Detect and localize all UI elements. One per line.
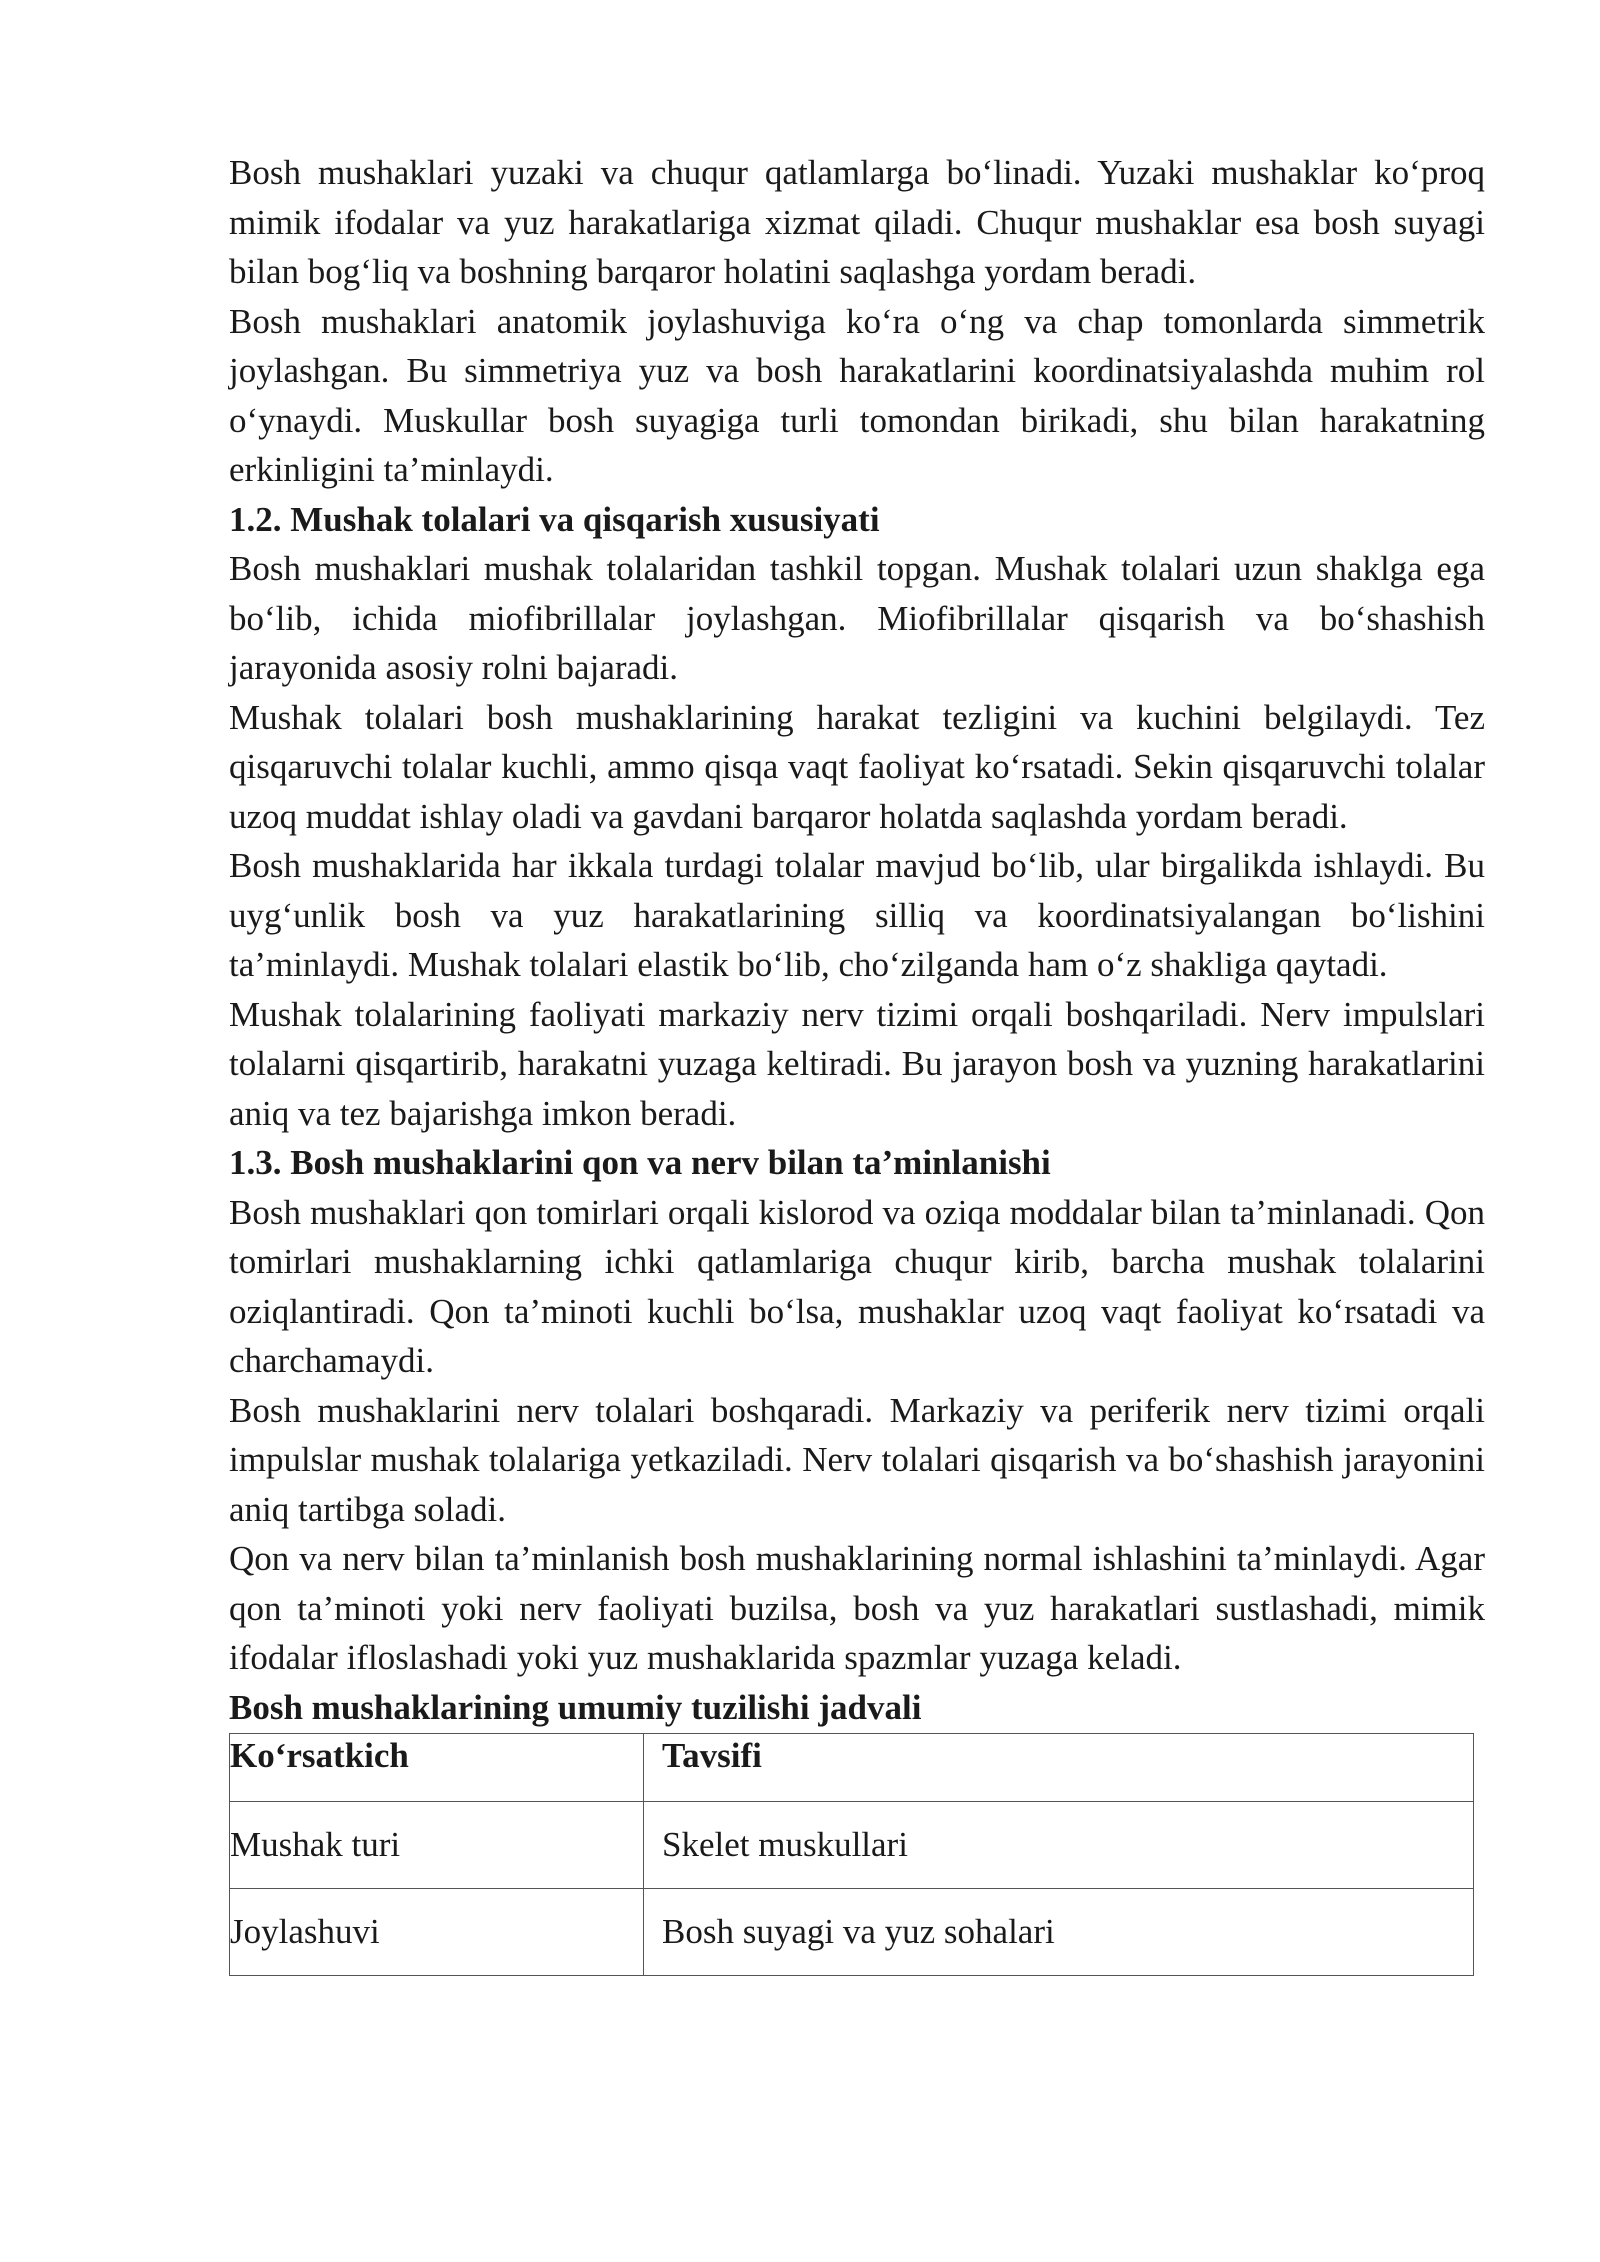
table-cell: Skelet muskullari — [644, 1802, 1474, 1889]
paragraph: Bosh mushaklari qon tomirlari orqali kislorod va oziqa moddalar bilan ta’minlanadi. Qon tomirlari mushaklarning ichki qatlamlariga chuqur kirib, barcha mushak tolalarini oziqlantiradi. Qon ta’minoti kuchli bo‘lsa, mushaklar uzoq vaqt faoliyat ko‘rsatadi va charchamaydi. — [229, 1192, 1485, 1380]
paragraph: Qon va nerv bilan ta’minlanish bosh mushaklarining normal ishlashini ta’minlaydi. Agar qon ta’minoti yoki nerv faoliyati buzilsa, bosh va yuz harakatlari sustlashadi, mimik ifodalar ifloslashadi yoki yuz mushaklarida spazmlar yuzaga keladi. — [229, 1539, 1485, 1677]
table-row — [230, 1802, 1474, 1889]
table-cell: Joylashuvi — [230, 1889, 644, 1976]
paragraph: Bosh mushaklarini nerv tolalari boshqaradi. Markaziy va periferik nerv tizimi orqali impulslar mushak tolalariga yetkaziladi. Nerv tolalari qisqarish va bo‘shashish jarayonini aniq tartibga soladi. — [229, 1390, 1485, 1529]
paragraph: Mushak tolalarining faoliyati markaziy nerv tizimi orqali boshqariladi. Nerv impulslari tolalarni qisqartirib, harakatni yuzaga keltiradi. Bu jarayon bosh va yuzning harakatlarini aniq va tez bajarishga imkon beradi. — [229, 994, 1485, 1133]
structure-table — [229, 1733, 1474, 1976]
paragraph: Bosh mushaklari mushak tolalaridan tashkil topgan. Mushak tolalari uzun shaklga ega bo‘lib, ichida miofibrillalar joylashgan. Miofibrillalar qisqarish va bo‘shashish jarayonida asosiy rolni bajaradi. — [229, 549, 1485, 687]
table-header-row — [230, 1734, 1474, 1802]
table-header-cell: Tavsifi — [644, 1734, 1474, 1802]
paragraph: Bosh mushaklari yuzaki va chuqur qatlamlarga bo‘linadi. Yuzaki mushaklar ko‘proq mimik ifodalar va yuz harakatlariga xizmat qiladi. Chuqur mushaklar esa bosh suyagi bilan bog‘liq va boshning barqaror holatini saqlashga yordam beradi. — [229, 153, 1485, 291]
paragraph: Mushak tolalari bosh mushaklarining harakat tezligini va kuchini belgilaydi. Tez qisqaruvchi tolalar kuchli, ammo qisqa vaqt faoliyat ko‘rsatadi. Sekin qisqaruvchi tolalar uzoq muddat ishlay oladi va gavdani barqaror holatda saqlashda yordam beradi. — [229, 697, 1485, 836]
table-cell: Bosh suyagi va yuz sohalari — [644, 1889, 1474, 1976]
paragraph: Bosh mushaklari anatomik joylashuviga ko‘ra o‘ng va chap tomonlarda simmetrik joylashgan. Bu simmetriya yuz va bosh harakatlarini koordinatsiyalashda muhim rol o‘ynaydi. Muskullar bosh suyagiga turli tomondan birikadi, shu bilan harakatning erkinligini ta’minlaydi. — [229, 301, 1485, 489]
document-page — [229, 148, 1485, 1976]
section-heading-1-3: 1.3. Bosh mushaklarini qon va nerv bilan ta’minlanishi — [229, 1143, 1051, 1182]
paragraph: Bosh mushaklarida har ikkala turdagi tolalar mavjud bo‘lib, ular birgalikda ishlaydi. Bu uyg‘unlik bosh va yuz harakatlarining silliq va koordinatsiyalangan bo‘lishini ta’minlaydi. Mushak tolalari elastik bo‘lib, cho‘zilganda ham o‘z shakliga qaytadi. — [229, 846, 1485, 984]
table-cell: Mushak turi — [230, 1802, 644, 1889]
table-title: Bosh mushaklarining umumiy tuzilishi jadvali — [229, 1687, 922, 1727]
table-row — [230, 1889, 1474, 1976]
table-header-cell: Ko‘rsatkich — [230, 1734, 644, 1802]
section-heading-1-2: 1.2. Mushak tolalari va qisqarish xususiyati — [229, 499, 880, 539]
